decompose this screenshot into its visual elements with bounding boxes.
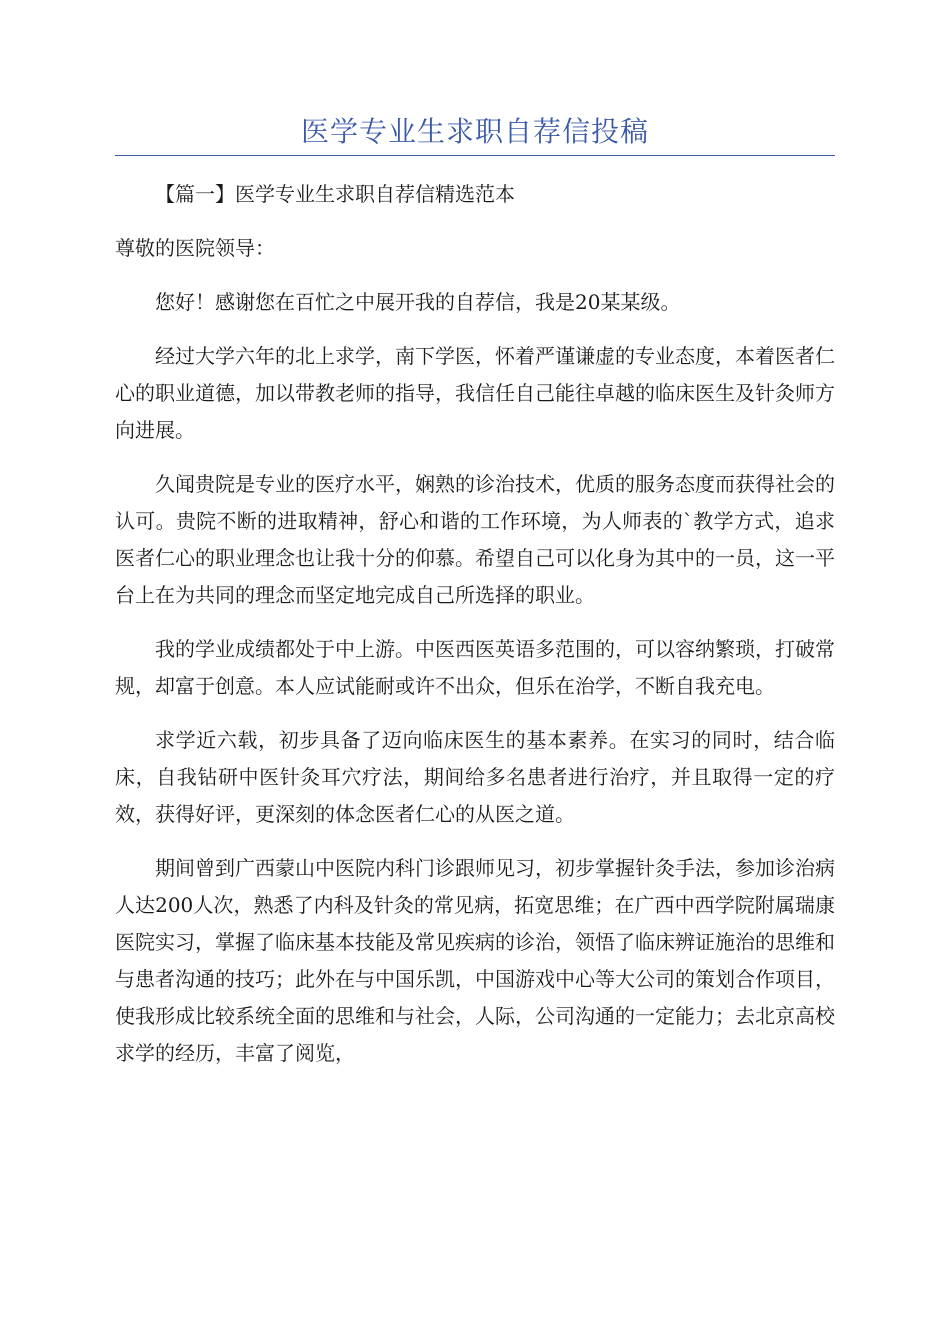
paragraph: 我的学业成绩都处于中上游。中医西医英语多范围的，可以容纳繁琐，打破常规，却富于创意。本人应试能耐或许不出众，但乐在治学，不断自我充电。 (115, 637, 835, 698)
paragraph: 期间曾到广西蒙山中医院内科门诊跟师见习，初步掌握针灸手法，参加诊治病人达200人次，熟悉了内科及针灸的常见病，拓宽思维；在广西中西学院附属瑞康医院实习，掌握了临床基本技能及常见疾病的诊治，领悟了临床辨证施治的思维和与患者沟通的技巧；此外在与中国乐凯，中国游戏中心等大公司的策划合作项目，使我形成比较系统全面的思维和与社会，人际，公司沟通的一定能力；去北京高校求学的经历，丰富了阅览， (115, 856, 835, 1065)
paragraph: 您好！感谢您在百忙之中展开我的自荐信，我是20某某级。 (155, 290, 681, 314)
salutation: 尊敬的医院领导： (115, 236, 275, 260)
document-body (115, 176, 835, 1089)
paragraph: 久闻贵院是专业的医疗水平，娴熟的诊治技术，优质的服务态度而获得社会的认可。贵院不断的进取精神，舒心和谐的工作环境，为人师表的`教学方式，追求医者仁心的职业理念也让我十分的仰慕。希望自己可以化身为其中的一员，这一平台上在为共同的理念而坚定地完成自己所选择的职业。 (115, 472, 835, 607)
paragraph: 求学近六载，初步具备了迈向临床医生的基本素养。在实习的同时，结合临床，自我钻研中医针灸耳穴疗法，期间给多名患者进行治疗，并且取得一定的疗效，获得好评，更深刻的体念医者仁心的从医之道。 (115, 728, 835, 826)
paragraph: 经过大学六年的北上求学，南下学医，怀着严谨谦虚的专业态度，本着医者仁心的职业道德，加以带教老师的指导，我信任自己能往卓越的临床医生及针灸师方向进展。 (115, 344, 835, 442)
section-heading: 【篇一】医学专业生求职自荐信精选范本 (155, 182, 515, 206)
title-underline (115, 155, 835, 156)
document-title: 医学专业生求职自荐信投稿 (300, 115, 649, 148)
